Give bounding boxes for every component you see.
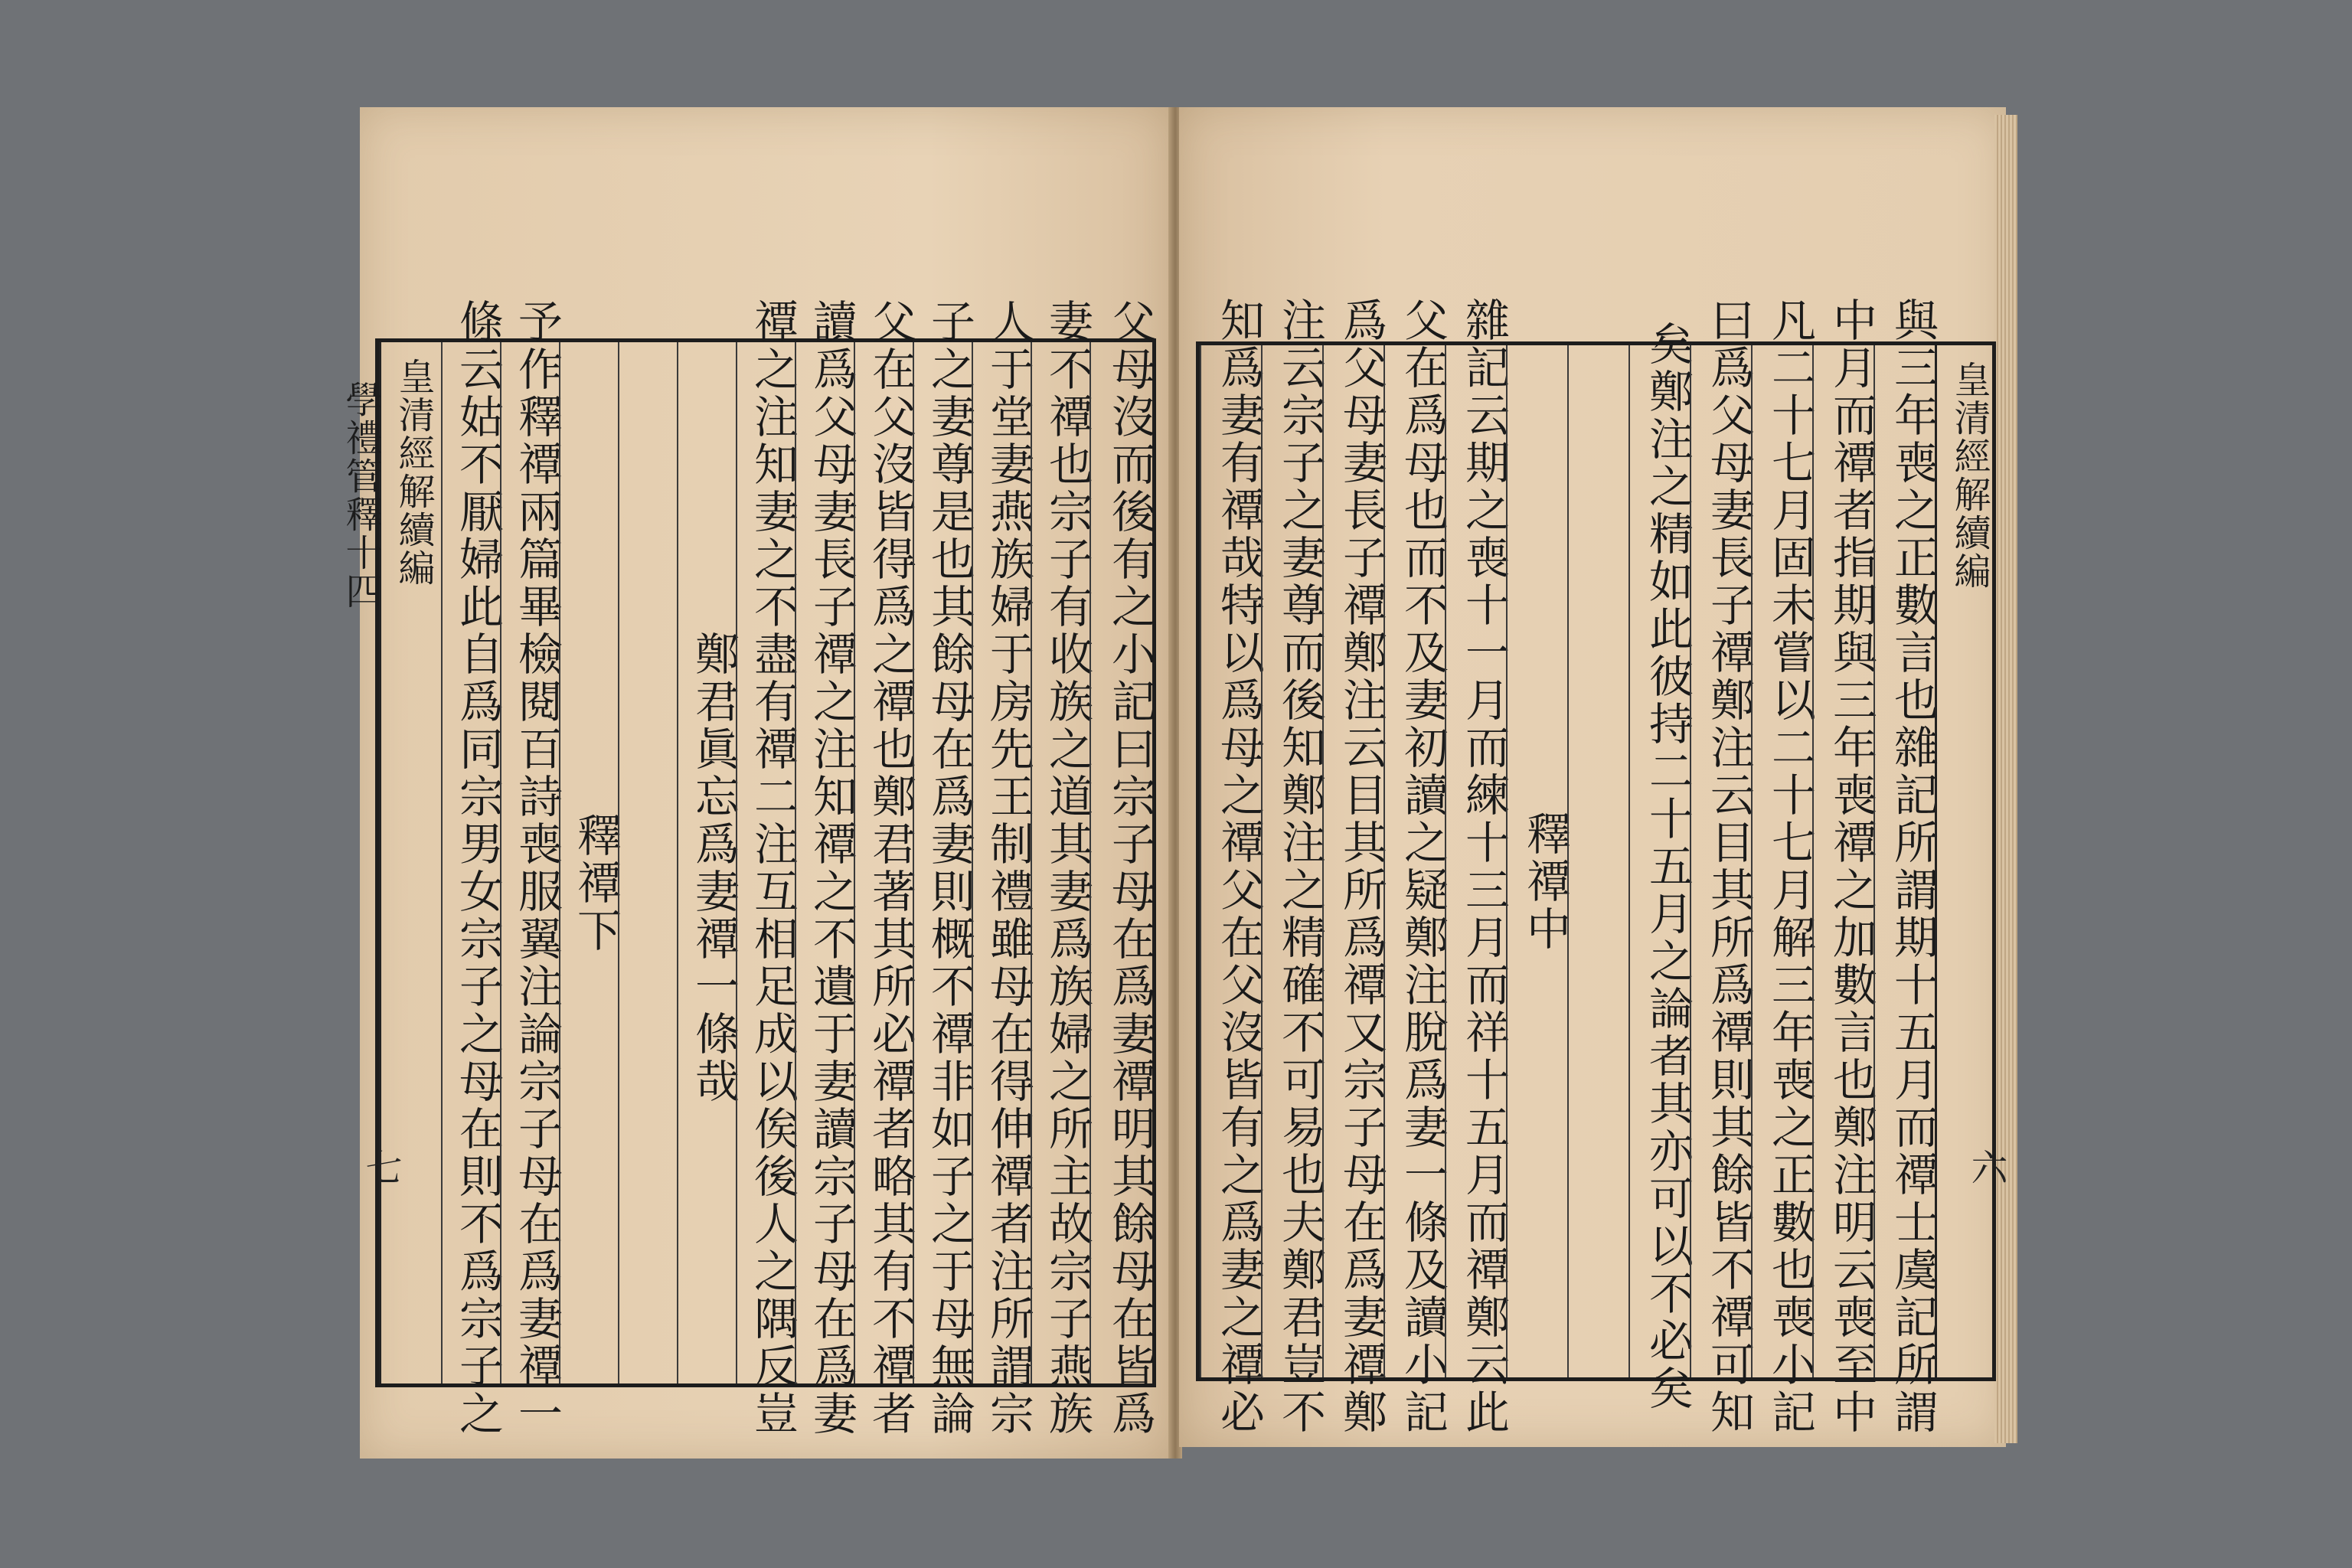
left-column-12: 條云姑不厭婦此自爲同宗男女宗子之母在則不爲宗子之: [441, 342, 500, 1383]
right-column-8: 雜記云期之喪十一月而練十三月而祥十五月而禫鄭云此: [1445, 345, 1506, 1377]
left-column-4: 子之妻尊是也其餘母在爲妻則概不禫非如子之于母無論: [913, 342, 972, 1383]
left-column-5: 父在父沒皆得爲之禫也鄭君著其所必禫者略其有不禫者: [854, 342, 913, 1383]
right-column-12: 知爲妻有禫哉特以爲母之禫父在父沒皆有之爲妻之禫必: [1200, 345, 1261, 1377]
right-column-11: 注云宗子之妻尊而後知鄭注之精確不可易也夫鄭君豈不: [1261, 345, 1322, 1377]
right-column-7: 釋禫中: [1506, 345, 1567, 1377]
right-column-2: 中月而禫者指期與三年喪禫之加數言也鄭注明云喪至中: [1812, 345, 1873, 1377]
right-column-1: 與三年喪之正數言也雜記所謂期十五月而禫士虞記所謂: [1873, 345, 1935, 1377]
left-column-8: 鄭君眞忘爲妻禫一條哉: [677, 342, 736, 1383]
right-column-3: 凡二十七月固未嘗以二十七月解三年喪之正數也喪小記: [1751, 345, 1812, 1377]
left-text-frame: [339, 299, 1156, 1438]
left-leaf-number: 七: [359, 1148, 402, 1185]
left-column-2: 妻不禫也宗子有收族之道其妻爲族婦之所主故宗子燕族: [1031, 342, 1089, 1383]
left-column-9: [618, 342, 677, 1383]
right-text-frame: [1196, 297, 1996, 1436]
right-column-5: 矣鄭注之精如此彼持二十五月之論者其亦可以不必矣: [1628, 345, 1690, 1377]
page-edges: [1994, 115, 2017, 1443]
right-column-10: 爲父母妻長子禫鄭注云目其所爲禫又宗子母在爲妻禫鄭: [1322, 345, 1383, 1377]
left-margin-column: [339, 342, 440, 1383]
left-column-6: 讀爲父母妻長子禫之注知禫之不遺于妻讀宗子母在爲妻: [795, 342, 854, 1383]
right-column-4: 曰爲父母妻長子禫鄭注云目其所爲禫則其餘皆不禫可知: [1690, 345, 1751, 1377]
left-column-10: 釋禫下: [559, 342, 618, 1383]
left-column-1: 父母沒而後有之小記曰宗子母在爲妻禫明其餘母在皆爲: [1089, 342, 1152, 1383]
left-column-7: 禫之注知妻之不盡有禫二注互相足成以俟後人之隅反豈: [736, 342, 795, 1383]
left-margin-subtitle: 學禮管釋十四: [339, 381, 382, 610]
left-column-11: 予作釋禫兩篇畢檢閱百詩喪服翼注論宗子母在爲妻禫一: [500, 342, 559, 1383]
left-column-3: 人于堂妻燕族婦于房先王制禮雖母在得伸禫者注所謂宗: [972, 342, 1031, 1383]
right-column-9: 父在爲母也而不及妻初讀之疑鄭注脫爲妻一條及讀小記: [1383, 345, 1445, 1377]
right-margin-column: [1935, 345, 1996, 1377]
right-column-6: [1567, 345, 1628, 1377]
right-leaf-number: 六: [1965, 1148, 2007, 1185]
left-margin-title: 皇清經解續編: [392, 358, 435, 587]
right-margin-title: 皇清經解續編: [1948, 361, 1991, 590]
